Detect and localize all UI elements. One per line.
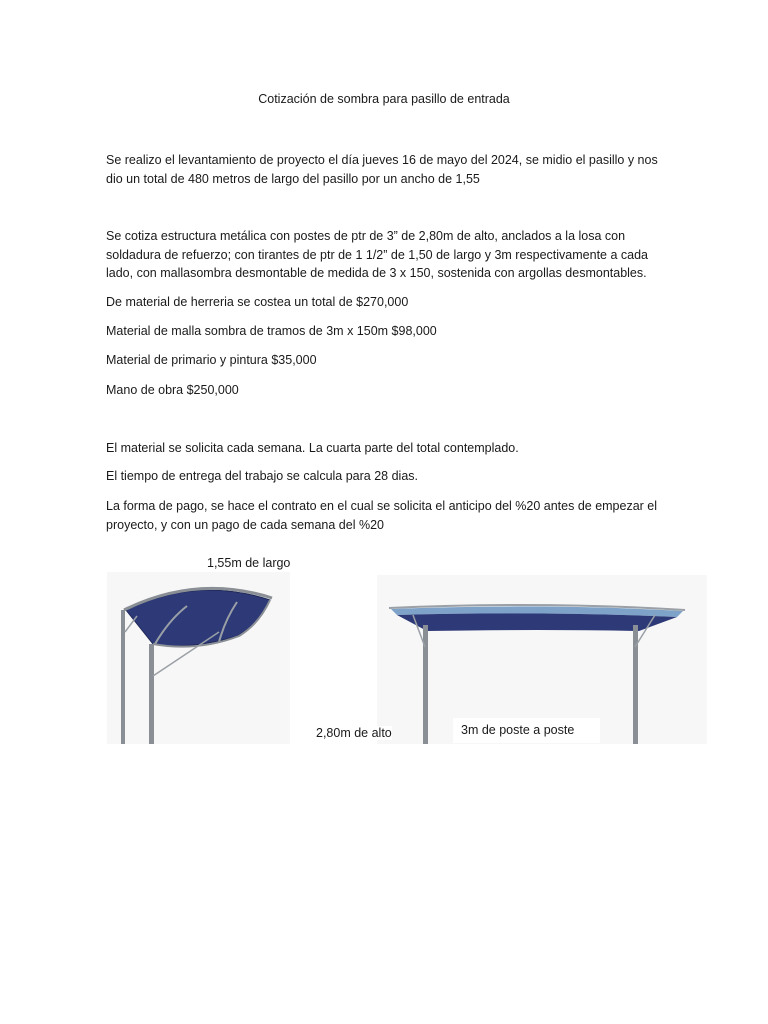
width-dimension-label: 1,55m de largo: [207, 556, 291, 570]
span-dimension-label: 3m de poste a poste: [453, 718, 600, 743]
payment-terms-paragraph: La forma de pago, se hace el contrato en el cual se solicita el anticipo del %20 antes de empezar el proyecto, y con un pago de cada semana del %20: [106, 499, 658, 532]
labor-cost-line: Mano de obra $250,000: [106, 383, 239, 397]
survey-paragraph: Se realizo el levantamiento de proyecto el día jueves 16 de mayo del 2024, se midio el pasillo y nos dio un total de 480 metros de largo del pasillo por un ancho de 1,55: [106, 153, 658, 186]
material-schedule-line: El material se solicita cada semana. La cuarta parte del total contemplado.: [106, 441, 519, 455]
document-title: Cotización de sombra para pasillo de entrada: [258, 92, 510, 106]
structure-paragraph: Se cotiza estructura metálica con postes de ptr de 3” de 2,80m de alto, anclados a la losa con soldadura de refuerzo; con tirantes de ptr de 1 1/2” de 1,50 de largo y 3m respectivamente a cada lado, con mallasombra desmontable de medida de 3 x 150, sostenida con argollas desmontables.: [106, 229, 648, 280]
canopy-side-view-image: [107, 572, 290, 744]
shade-mesh-cost-line: Material de malla sombra de tramos de 3m x 150m $98,000: [106, 324, 437, 338]
height-dimension-label: 2,80m de alto: [316, 726, 392, 740]
delivery-time-line: El tiempo de entrega del trabajo se calcula para 28 dias.: [106, 469, 418, 483]
ironwork-cost-line: De material de herreria se costea un total de $270,000: [106, 295, 409, 309]
paint-cost-line: Material de primario y pintura $35,000: [106, 353, 317, 367]
